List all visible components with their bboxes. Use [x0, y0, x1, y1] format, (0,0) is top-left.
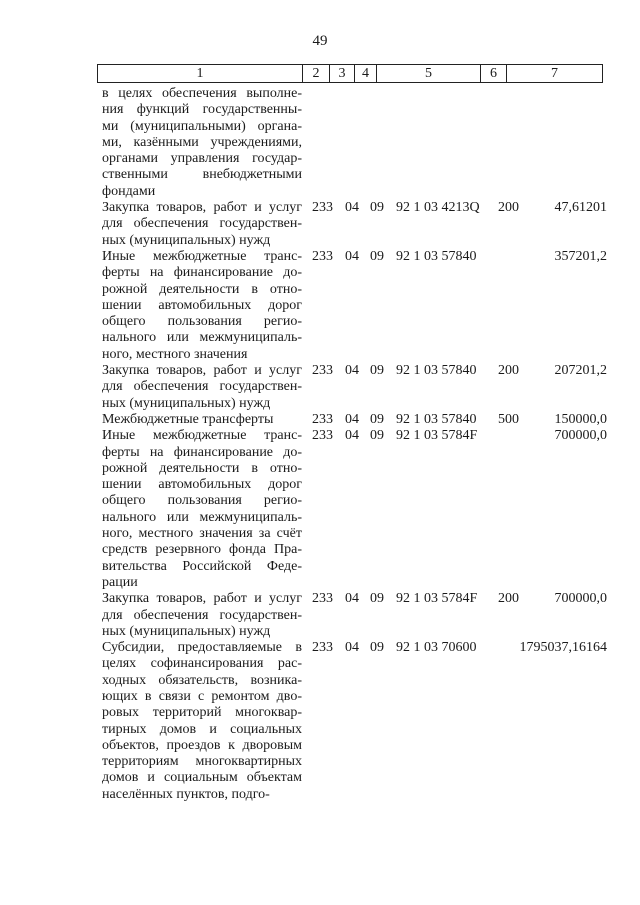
description-line: ющих в связи с ремонтом дво-	[102, 688, 302, 704]
row-codes	[312, 640, 524, 656]
header-col-2: 2	[303, 65, 330, 82]
row-description	[102, 249, 302, 363]
target-article-code: 92 1 03 5784F	[396, 428, 478, 444]
section-code: 04	[345, 200, 359, 216]
admin-code: 233	[312, 248, 333, 264]
subsection-code: 09	[370, 428, 384, 444]
row-amount: 357201,2	[554, 248, 607, 264]
admin-code: 233	[312, 591, 333, 607]
description-line: ферты на финансирование до-	[102, 444, 302, 460]
description-line: объектов, проездов к дворовым	[102, 737, 302, 753]
description-line: Закупка товаров, работ и услуг	[102, 363, 302, 379]
description-line: для обеспечения государствен-	[102, 379, 302, 395]
description-line: Иные межбюджетные транс-	[102, 248, 302, 264]
budget-table-body	[102, 86, 607, 803]
description-line: ственными внебюджетными	[102, 167, 302, 183]
row-codes	[312, 200, 524, 216]
header-col-5: 5	[377, 65, 481, 82]
subsection-code: 09	[370, 200, 384, 216]
row-description	[102, 640, 302, 803]
section-code: 04	[345, 411, 359, 427]
header-col-6: 6	[481, 65, 507, 82]
row-amount: 700000,0	[554, 428, 607, 444]
table-row	[102, 363, 607, 412]
table-row	[102, 249, 607, 363]
row-amount: 47,61201	[554, 200, 607, 216]
section-code: 04	[345, 363, 359, 379]
row-description	[102, 86, 302, 200]
table-row	[102, 640, 607, 803]
description-line: вительства Российской Феде-	[102, 558, 302, 574]
description-line: ного, местного значения	[102, 346, 248, 362]
description-line: Межбюджетные трансферты	[102, 411, 274, 427]
table-row	[102, 86, 607, 200]
description-line: нального или межмуниципаль-	[102, 509, 302, 525]
header-col-1: 1	[98, 65, 303, 82]
subsection-code: 09	[370, 411, 384, 427]
row-description	[102, 428, 302, 591]
description-line: ми (муниципальными) органа-	[102, 118, 302, 134]
description-line: для обеспечения государствен-	[102, 607, 302, 623]
row-codes	[312, 428, 524, 444]
admin-code: 233	[312, 363, 333, 379]
target-article-code: 92 1 03 57840	[396, 248, 477, 264]
expense-type-code: 200	[498, 363, 519, 379]
subsection-code: 09	[370, 591, 384, 607]
expense-type-code: 200	[498, 591, 519, 607]
description-line: для обеспечения государствен-	[102, 216, 302, 232]
admin-code: 233	[312, 640, 333, 656]
description-line: шении автомобильных дорог	[102, 477, 302, 493]
description-line: ферты на финансирование до-	[102, 265, 302, 281]
description-line: общего пользования регио-	[102, 314, 302, 330]
header-col-4: 4	[355, 65, 377, 82]
row-description	[102, 591, 302, 640]
description-line: ных (муниципальных) нужд	[102, 623, 271, 639]
description-line: фондами	[102, 183, 156, 199]
description-line: средств резервного фонда Пра-	[102, 542, 302, 558]
subsection-code: 09	[370, 363, 384, 379]
description-line: целях софинансирования рас-	[102, 656, 302, 672]
expense-type-code: 500	[498, 411, 519, 427]
description-line: территориям многоквартирных	[102, 754, 302, 770]
admin-code: 233	[312, 200, 333, 216]
subsection-code: 09	[370, 640, 384, 656]
row-codes	[312, 249, 524, 265]
description-line: ми, казёнными учреждениями,	[102, 134, 302, 150]
description-line: шении автомобильных дорог	[102, 297, 302, 313]
row-codes	[312, 363, 524, 379]
row-amount: 1795037,16164	[519, 640, 607, 656]
description-line: Закупка товаров, работ и услуг	[102, 591, 302, 607]
section-code: 04	[345, 591, 359, 607]
row-description	[102, 412, 302, 428]
row-amount: 207201,2	[554, 363, 607, 379]
description-line: Субсидии, предоставляемые в	[102, 640, 302, 656]
description-line: в целях обеспечения выполне-	[102, 86, 302, 101]
header-col-3: 3	[330, 65, 355, 82]
row-codes	[312, 591, 524, 607]
row-codes	[312, 412, 524, 428]
description-line: рации	[102, 574, 138, 590]
description-line: ных (муниципальных) нужд	[102, 232, 271, 248]
description-line: общего пользования регио-	[102, 493, 302, 509]
section-code: 04	[345, 640, 359, 656]
description-line: домов и социальным объектам	[102, 770, 302, 786]
description-line: нального или межмуниципаль-	[102, 330, 302, 346]
description-line: рожной деятельности в отно-	[102, 281, 302, 297]
target-article-code: 92 1 03 5784F	[396, 591, 478, 607]
description-line: ного, местного значения за счёт	[102, 526, 302, 542]
subsection-code: 09	[370, 248, 384, 264]
target-article-code: 92 1 03 57840	[396, 363, 477, 379]
description-line: ных (муниципальных) нужд	[102, 395, 271, 411]
description-line: Иные межбюджетные транс-	[102, 428, 302, 444]
section-code: 04	[345, 248, 359, 264]
row-amount: 700000,0	[554, 591, 607, 607]
expense-type-code: 200	[498, 200, 519, 216]
table-header	[97, 64, 603, 83]
description-line: ния функций государственны-	[102, 102, 302, 118]
row-description	[102, 200, 302, 249]
header-col-7: 7	[551, 66, 558, 81]
description-line: органами управления государ-	[102, 151, 302, 167]
description-line: рожной деятельности в отно-	[102, 460, 302, 476]
target-article-code: 92 1 03 4213Q	[396, 200, 480, 216]
description-line: ровых территорий многоквар-	[102, 705, 302, 721]
description-line: Закупка товаров, работ и услуг	[102, 200, 302, 216]
description-line: ходных обязательств, возника-	[102, 672, 302, 688]
description-line: населённых пунктов, подго-	[102, 786, 270, 802]
table-row	[102, 591, 607, 640]
target-article-code: 92 1 03 70600	[396, 640, 477, 656]
table-row	[102, 412, 607, 428]
row-codes	[312, 86, 524, 102]
description-line: тирных домов и социальных	[102, 721, 302, 737]
target-article-code: 92 1 03 57840	[396, 411, 477, 427]
row-amount: 150000,0	[554, 411, 607, 427]
admin-code: 233	[312, 411, 333, 427]
admin-code: 233	[312, 428, 333, 444]
page-number: 49	[312, 33, 328, 49]
row-description	[102, 363, 302, 412]
section-code: 04	[345, 428, 359, 444]
table-row	[102, 428, 607, 591]
table-row	[102, 200, 607, 249]
